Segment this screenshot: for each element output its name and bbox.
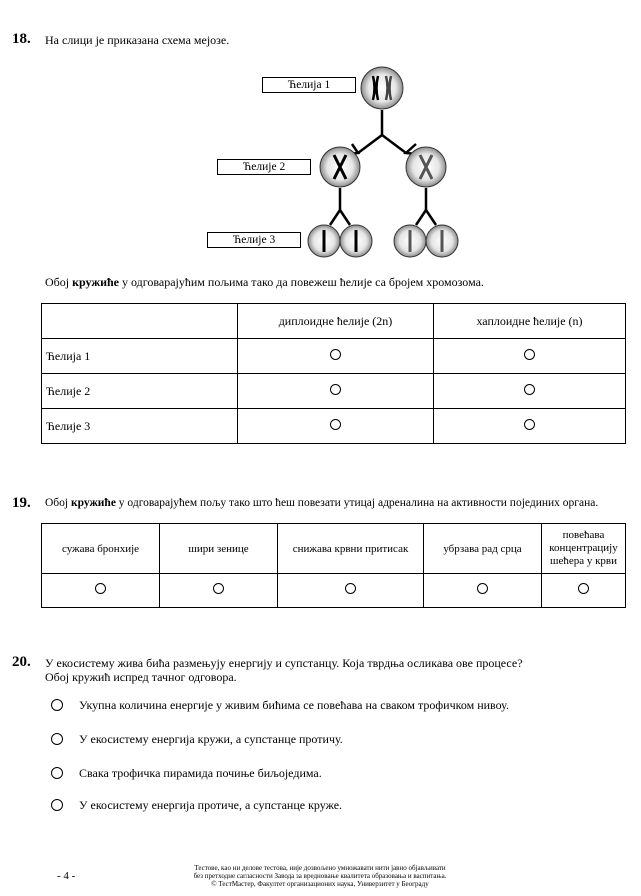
cell-1-icon xyxy=(361,67,403,109)
radio-cell1-diploid[interactable] xyxy=(330,349,341,360)
radio-blood-sugar[interactable] xyxy=(578,583,589,594)
radio-blood-pressure[interactable] xyxy=(345,583,356,594)
row-label: Ћелије 2 xyxy=(42,374,238,409)
column-blood-pressure: снижава крвни притисак xyxy=(278,524,424,574)
radio-pupils[interactable] xyxy=(213,583,224,594)
cell-2a-icon xyxy=(320,147,360,187)
column-bronchi: сужава бронхије xyxy=(42,524,160,574)
cell-1-label: Ћелија 1 xyxy=(262,77,356,93)
question-20-number: 20. xyxy=(12,654,31,670)
radio-cells2-diploid[interactable] xyxy=(330,384,341,395)
question-20-text-line2: Обој кружић испред тачног одговора. xyxy=(45,670,237,684)
row-label: Ћелија 1 xyxy=(42,339,238,374)
cell-3a-icon xyxy=(308,225,340,257)
footer-line-2: без претходне сагласности Завода за вредновање квалитета образовања и васпитања. xyxy=(193,872,447,880)
radio-bronchi[interactable] xyxy=(95,583,106,594)
cells-2-label: Ћелије 2 xyxy=(217,159,311,175)
meiosis-diagram xyxy=(300,60,480,265)
question-20-text-line1: У екосистему жива бића размењују енергију и супстанцу. Која тврдња осликава ове процесе? xyxy=(45,656,523,670)
radio-cells3-haploid[interactable] xyxy=(524,419,535,430)
footer-line-1: Тестове, као ни делове тестова, није дозвољено умножавати нити јавно објављивати xyxy=(194,864,446,872)
table-row xyxy=(42,409,626,444)
option-d-radio[interactable] xyxy=(51,799,63,811)
column-blood-sugar: повећава концентрацију шећера у крви xyxy=(542,524,626,574)
question-19-instruction: Обој кружиће у одговарајућем пољу тако што ћеш повезати утицај адреналина на активности појединих органа. xyxy=(45,497,599,509)
page-number: - 4 - xyxy=(57,870,76,882)
radio-cell1-haploid[interactable] xyxy=(524,349,535,360)
question-18-intro: На слици је приказана схема мејозе. xyxy=(45,33,230,47)
option-d-text: У екосистему енергија протиче, а супстанце круже. xyxy=(79,798,343,812)
cell-3b-icon xyxy=(340,225,372,257)
cell-2b-icon xyxy=(406,147,446,187)
column-diploid: диплоидне ћелије (2n) xyxy=(238,304,434,339)
row-label: Ћелије 3 xyxy=(42,409,238,444)
option-c-text: Свака трофичка пирамида почиње биљоједима. xyxy=(79,766,322,780)
table-row xyxy=(42,374,626,409)
table-row xyxy=(42,574,626,608)
option-b-radio[interactable] xyxy=(51,733,63,745)
option-a-text: Укупна количина енергије у живим бићима се повећава на сваком трофичком нивоу. xyxy=(79,698,509,712)
split-arrow-1 xyxy=(348,110,417,154)
option-c-radio[interactable] xyxy=(51,767,63,779)
table-row xyxy=(42,339,626,374)
cells-3-label: Ћелије 3 xyxy=(207,232,301,248)
radio-cells3-diploid[interactable] xyxy=(330,419,341,430)
footer-line-3: © ТестМастер, Факултет организационих наука, Универзитет у Београду xyxy=(211,880,429,888)
cell-3d-icon xyxy=(426,225,458,257)
question-19-table xyxy=(41,523,626,608)
question-18-table xyxy=(41,303,626,444)
question-19-number: 19. xyxy=(12,495,31,511)
option-a-radio[interactable] xyxy=(51,699,63,711)
copyright-footer xyxy=(140,864,500,888)
radio-cells2-haploid[interactable] xyxy=(524,384,535,395)
cell-3c-icon xyxy=(394,225,426,257)
column-haploid: хаплоидне ћелије (n) xyxy=(434,304,626,339)
question-18-number: 18. xyxy=(12,31,31,47)
column-heart-rate: убрзава рад срца xyxy=(424,524,542,574)
question-18-instruction: Обој кружиће у одговарајућим пољима тако да повежеш ћелије са бројем хромозома. xyxy=(45,275,484,289)
radio-heart-rate[interactable] xyxy=(477,583,488,594)
column-pupils: шири зенице xyxy=(160,524,278,574)
option-b-text: У екосистему енергија кружи, а супстанце протичу. xyxy=(79,732,343,746)
split-arrow-2 xyxy=(330,188,436,225)
